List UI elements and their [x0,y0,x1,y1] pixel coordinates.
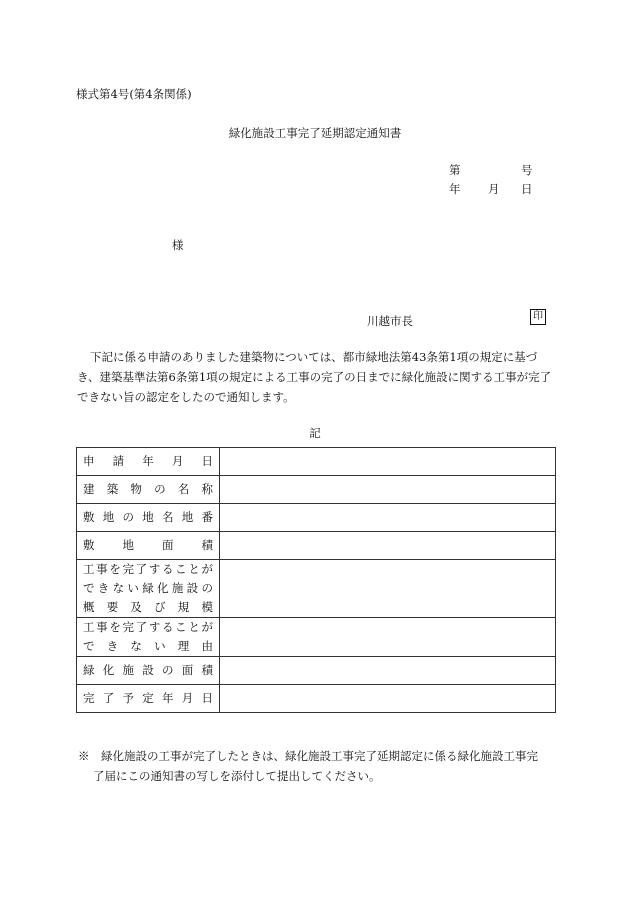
row-label-line: 申請年月日 [83,454,213,468]
date-year-label: 年 [449,182,461,196]
row-label [77,618,220,657]
row-value-field[interactable] [220,618,556,657]
row-value-field[interactable] [220,657,556,685]
notice-body [77,347,555,407]
row-label-line: できない理由 [83,639,213,653]
table-row [77,448,556,476]
row-label-line: 敷地の地名地番 [83,510,213,524]
row-label-line: 完了予定年月日 [83,691,213,705]
addressee-honorific: 様 [172,238,184,252]
row-label-line: できない緑化施設の [83,581,213,595]
row-label-line: 敷地面積 [83,538,213,552]
notice-body-text: 下記に係る申請のありました建築物については、都市緑地法第43条第1項の規定に基づき、建築基準法第6条第1項の規定による工事の完了の日までに緑化施設に関する工事が完了できない旨の認定をしたので通知します。 [77,350,552,404]
row-label-line: 緑化施設の面積 [83,663,213,677]
row-label [77,685,220,713]
table-row [77,560,556,618]
row-label [77,504,220,532]
note-line-1: ※ 緑化施設の工事が完了したときは、緑化施設工事完了延期認定に係る緑化施設工事完 [78,749,538,763]
note-line-2: 了届にこの通知書の写しを添付して提出してください。 [93,769,381,783]
row-label-line: 工事を完了することが [83,620,213,634]
details-table [76,447,556,713]
doc-number-prefix: 第 [449,163,461,177]
table-row [77,532,556,560]
table-row [77,618,556,657]
seal-mark: 印 [530,309,546,325]
row-value-field[interactable] [220,560,556,618]
date-day-label: 日 [521,182,533,196]
row-value-field[interactable] [220,476,556,504]
table-row [77,685,556,713]
row-label-line: 建築物の名称 [83,482,213,496]
row-label-line: 工事を完了することが [83,562,213,576]
row-value-field[interactable] [220,685,556,713]
date-month-label: 月 [488,182,500,196]
row-value-field[interactable] [220,448,556,476]
form-number: 様式第4号(第4条関係) [76,87,192,101]
row-label [77,532,220,560]
row-label [77,448,220,476]
document-title: 緑化施設工事完了延期認定通知書 [228,126,402,140]
row-label [77,657,220,685]
doc-number-suffix: 号 [521,163,533,177]
issuer-name: 川越市長 [367,314,413,328]
table-row [77,657,556,685]
row-value-field[interactable] [220,532,556,560]
row-label-line: 概要及び規模 [83,600,213,614]
ki-heading: 記 [309,426,321,440]
table-row [77,476,556,504]
table-row [77,504,556,532]
row-label [77,560,220,618]
row-value-field[interactable] [220,504,556,532]
row-label [77,476,220,504]
